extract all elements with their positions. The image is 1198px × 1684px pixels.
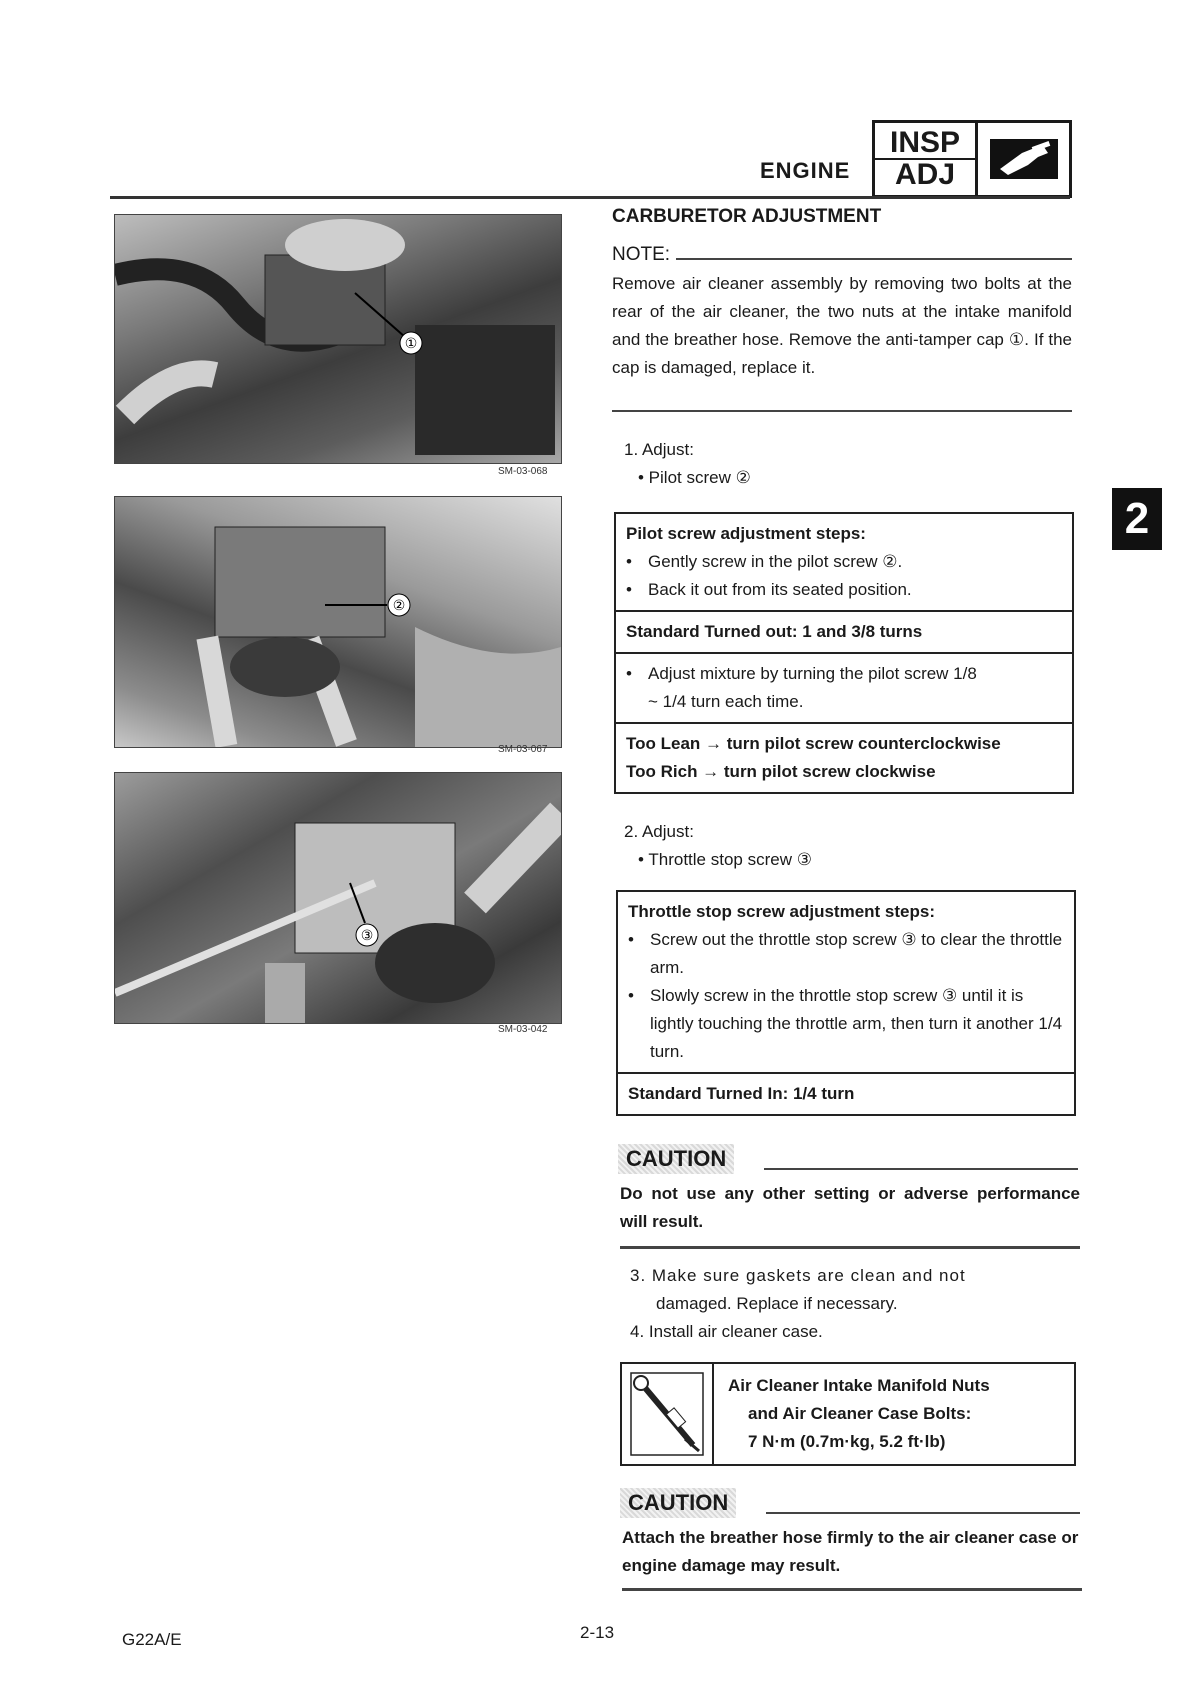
carburetor-photo-1 [114,214,562,464]
throttle-standard: Standard Turned In: 1/4 turn [618,1072,1074,1114]
pilot-box-title: Pilot screw adjustment steps: [626,524,866,543]
carburetor-photo-2 [114,496,562,748]
caution-2-text: Attach the breather hose firmly to the air cleaner case or engine damage may result. [622,1528,1079,1575]
step-3-cont: damaged. Replace if necessary. [656,1294,898,1313]
caution-label: CAUTION [618,1144,734,1174]
note-rule [676,258,1072,260]
list-item: • Slowly screw in the throttle stop screw ③ until it is lightly touching the throttle arm, then turn it another 1/4 turn. [628,986,1063,1061]
section-title: ENGINE [760,158,851,183]
callout-3: ③ [360,928,374,944]
too-lean-rule: Too Lean → turn pilot screw counterclockwise [626,734,1001,753]
photo-code: SM-03-042 [498,1024,548,1035]
step-2-label: 2. Adjust: [624,822,694,841]
torque-line-2: and Air Cleaner Case Bolts: [748,1404,972,1423]
pilot-screw-box [614,512,1074,794]
page-title: CARBURETOR ADJUSTMENT [612,206,882,227]
callout-1: ① [404,336,418,352]
caution-end-rule [622,1588,1082,1591]
note-end-rule [612,410,1072,412]
caution-1-text: Do not use any other setting or adverse performance will result. [620,1184,1080,1231]
list-item: • Gently screw in the pilot screw ②. [626,552,903,571]
carburetor-photo-3 [114,772,562,1024]
list-item: • Screw out the throttle stop screw ③ to clear the throttle arm. [628,930,1063,977]
model-code: G22A/E [122,1630,182,1649]
callout-2: ② [392,598,406,614]
pilot-standard: Standard Turned out: 1 and 3/8 turns [616,610,1072,652]
badge-line-adj: ADJ [894,158,955,191]
list-item: • Adjust mixture by turning the pilot screw 1/8 [626,664,977,683]
insp-adj-badge [872,120,1072,198]
photo-code: SM-03-068 [498,466,548,477]
list-item-cont: ~ 1/4 turn each time. [648,692,804,711]
torque-line-1: Air Cleaner Intake Manifold Nuts [728,1376,990,1395]
throttle-box-title: Throttle stop screw adjustment steps: [628,902,935,921]
step-1-label: 1. Adjust: [624,440,694,459]
caution-end-rule [620,1246,1080,1249]
list-item: • Back it out from its seated position. [626,580,912,599]
header-rule [110,196,1070,199]
caution-rule [766,1512,1080,1514]
page-number: 2-13 [580,1623,615,1642]
torque-wrench-icon [622,1364,714,1464]
torque-value: 7 N·m (0.7m·kg, 5.2 ft·lb) [748,1432,946,1451]
step-3: 3. Make sure gaskets are clean and not [630,1266,966,1285]
note-text: Remove air cleaner assembly by removing two bolts at the rear of the air cleaner, the two nuts at the intake manifold and the breather hose. Remove the anti-tamper cap ①. If the cap is damaged, replace it. [612,274,1072,377]
step-2-item: • Throttle stop screw ③ [638,850,812,869]
throttle-stop-box [616,890,1076,1116]
badge-line-insp: INSP [875,128,975,160]
torque-spec-box [620,1362,1076,1466]
chapter-tab: 2 [1112,488,1162,550]
wrench-hand-icon [978,123,1069,195]
photo-code: SM-03-067 [498,744,548,755]
caution-label: CAUTION [620,1488,736,1518]
too-rich-rule: Too Rich → turn pilot screw clockwise [626,762,936,781]
note-label: NOTE: [612,244,671,265]
caution-rule [764,1168,1078,1170]
step-1-item: • Pilot screw ② [638,468,751,487]
step-4: 4. Install air cleaner case. [630,1322,823,1341]
